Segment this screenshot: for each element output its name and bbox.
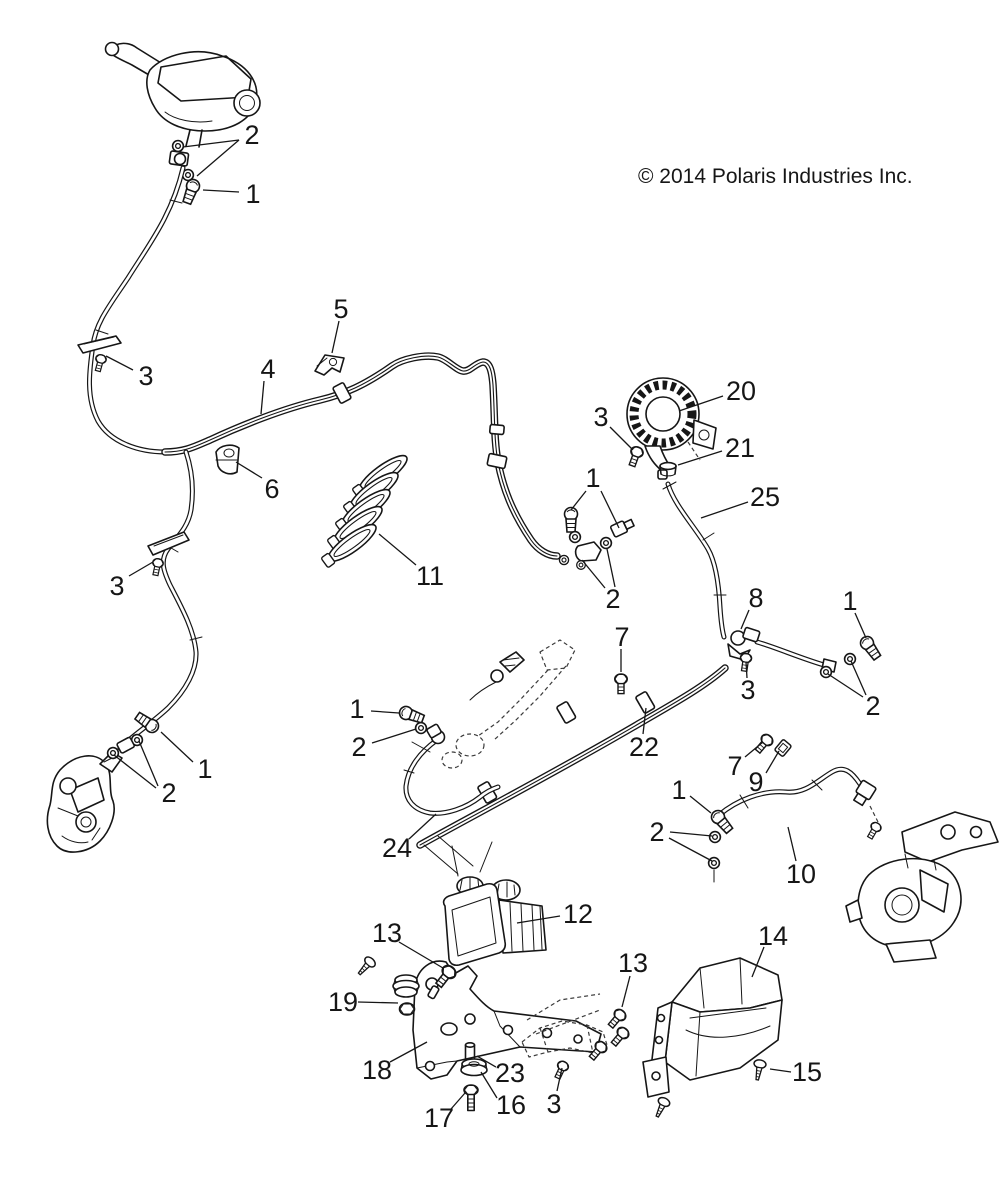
callout-15: 15: [791, 1057, 823, 1087]
callout-2: 2: [244, 120, 260, 150]
bundle-clamp: [332, 382, 351, 404]
leader-line: [332, 321, 339, 353]
abs-cover-14: [643, 958, 782, 1119]
leader-line: [399, 942, 443, 968]
leader-line: [129, 562, 153, 576]
grommet-16: [461, 1059, 487, 1076]
bolt-13c: [609, 1025, 631, 1048]
front-brake-line: [89, 168, 557, 748]
callout-5: 5: [333, 294, 349, 324]
leader-line: [236, 462, 262, 478]
callout-21: 21: [724, 433, 756, 463]
callout-14: 14: [757, 921, 789, 951]
master-cylinder-assembly: [106, 43, 261, 148]
callout-4: 4: [260, 354, 276, 384]
callout-23: 23: [494, 1058, 526, 1088]
leader-line: [610, 427, 633, 450]
phantom-shock: [442, 640, 575, 768]
callout-6: 6: [264, 474, 280, 504]
clip-bolt: [93, 354, 107, 373]
leader-line: [203, 190, 239, 192]
leader-line: [669, 838, 712, 861]
callout-1: 1: [842, 586, 858, 616]
center-banjo-hardware: [559, 508, 635, 570]
line-clip-upper: [78, 336, 121, 372]
leader-line: [197, 140, 239, 176]
reservoir-bolt-3: [626, 445, 644, 468]
callout-3: 3: [546, 1089, 562, 1119]
leader-line: [571, 491, 586, 510]
leader-line: [161, 732, 193, 762]
leader-line: [607, 549, 615, 587]
reservoir-hose-25: [663, 482, 726, 637]
callout-12: 12: [562, 899, 594, 929]
hose-clip-6: [216, 445, 239, 474]
leader-line: [678, 451, 722, 465]
callout-7: 7: [614, 622, 630, 652]
callout-7: 7: [727, 751, 743, 781]
bolt-7a: [615, 674, 627, 694]
leader-line: [788, 827, 796, 861]
callout-9: 9: [748, 767, 764, 797]
leader-line: [106, 356, 133, 370]
leader-line: [601, 491, 619, 528]
callout-1: 1: [585, 463, 601, 493]
copyright-text: © 2014 Polaris Industries Inc.: [638, 165, 913, 188]
callout-20: 20: [725, 376, 757, 406]
callout-2: 2: [649, 817, 665, 847]
leader-line: [372, 729, 416, 743]
leader-line: [183, 140, 239, 147]
leader-line: [670, 832, 712, 836]
leader-line: [855, 613, 866, 638]
callout-24: 24: [381, 833, 413, 863]
callout-19: 19: [327, 987, 359, 1017]
rear-banjo-bolt: [858, 634, 883, 662]
callout-2: 2: [605, 584, 621, 614]
callout-16: 16: [495, 1090, 527, 1120]
callout-1: 1: [197, 754, 213, 784]
leader-line: [770, 1069, 791, 1072]
leader-line: [261, 381, 264, 414]
hose-clamp-5: [315, 355, 344, 375]
banjo-bolt: [181, 178, 202, 205]
callout-18: 18: [361, 1055, 393, 1085]
rear-caliper-banjo: [709, 808, 735, 835]
leader-line: [358, 1002, 398, 1003]
callout-3: 3: [138, 361, 154, 391]
washer: [845, 654, 856, 665]
callout-10: 10: [785, 859, 817, 889]
leader-line: [690, 796, 711, 813]
callout-3: 3: [109, 571, 125, 601]
washer: [416, 723, 427, 734]
leader-line: [622, 976, 630, 1007]
front-caliper: [47, 752, 122, 852]
cable-ties: [319, 450, 411, 570]
callout-3: 3: [740, 675, 756, 705]
callout-8: 8: [748, 583, 764, 613]
leader-line: [371, 711, 399, 713]
callout-13: 13: [617, 948, 649, 978]
washer: [710, 832, 721, 843]
leader-line: [701, 502, 748, 518]
leader-line: [379, 534, 416, 565]
callout-25: 25: [749, 482, 781, 512]
callout-22: 22: [628, 732, 660, 762]
leader-line: [766, 751, 779, 773]
leader-line: [139, 741, 158, 786]
callout-17: 17: [423, 1103, 455, 1133]
leader-line: [114, 755, 156, 788]
callout-2: 2: [161, 778, 177, 808]
line-clip-lower: [148, 532, 189, 576]
screw-15: [751, 1059, 766, 1081]
callout-2: 2: [351, 732, 367, 762]
callout-1: 1: [671, 775, 687, 805]
washer: [709, 858, 720, 869]
callout-2: 2: [865, 691, 881, 721]
callout-11: 11: [415, 561, 445, 591]
bolt-13b: [606, 1007, 628, 1030]
callout-1: 1: [349, 694, 365, 724]
rear-hose-10: [719, 769, 883, 840]
bolt-17: [464, 1085, 478, 1111]
callout-3: 3: [593, 402, 609, 432]
leader-line: [582, 560, 605, 588]
bolt-7b: [753, 732, 775, 755]
callout-13: 13: [371, 918, 403, 948]
callout-1: 1: [245, 179, 261, 209]
abs-module: [444, 842, 546, 965]
